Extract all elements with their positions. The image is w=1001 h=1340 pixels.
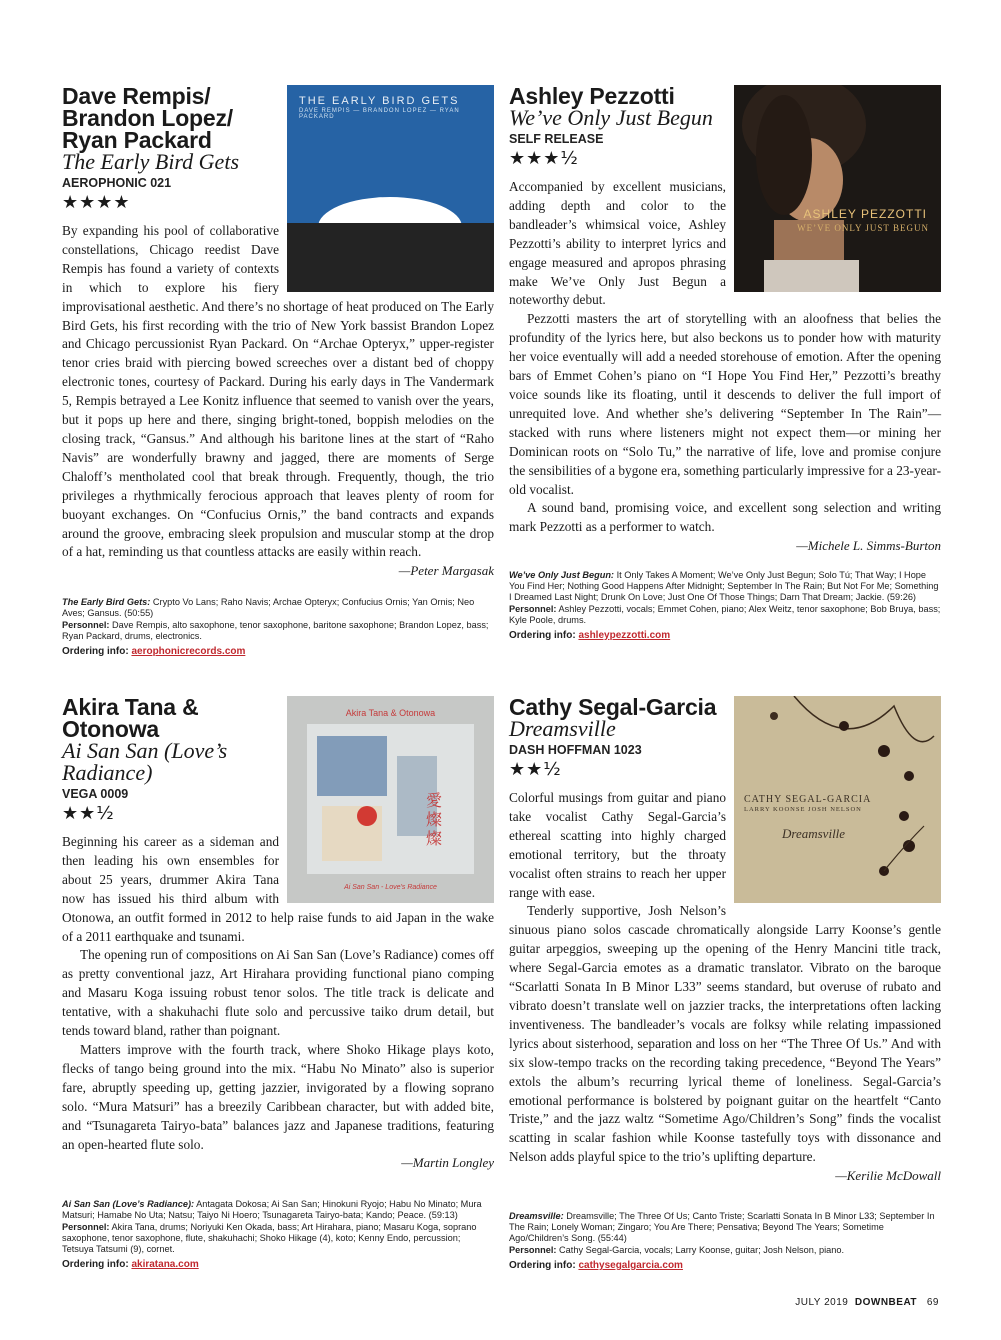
review-paragraph: A sound band, promising voice, and excellent song selection and writing mark Pezzotti as a performer to watch. bbox=[509, 500, 941, 535]
credits-segal-garcia bbox=[509, 1211, 941, 1271]
personnel-list: Ashley Pezzotti, vocals; Emmet Cohen, piano; Alex Weitz, tenor saxophone; Bob Bruya, bass; Kyle Poole, drums. bbox=[509, 604, 941, 625]
credits-tana bbox=[62, 1199, 494, 1270]
cover-subtitle: DAVE REMPIS — BRANDON LOPEZ — RYAN PACKARD bbox=[299, 108, 460, 120]
cover-title: CATHY SEGAL-GARCIA bbox=[744, 794, 872, 805]
ordering-label: Ordering info: bbox=[509, 630, 576, 641]
ordering-link[interactable]: akiratana.com bbox=[131, 1259, 199, 1270]
reviewer-signature: —Peter Margasak bbox=[398, 563, 494, 579]
artist-name: Ashley Pezzotti bbox=[509, 83, 675, 109]
cover-title: ASHLEY PEZZOTTI bbox=[803, 207, 927, 221]
review-paragraph: Tenderly supportive, Josh Nelson’s sinuous piano solos cascade chromatically alongside Larry Koonse’s gentle guitar arpeggios, sweeping up the opening of the Henry Mancini title track, where Segal-Garcia emotes as a dramatic translator. Vibrato on the baroque “Scarlatti Sonata In B Minor L33” seems standard, but overuse of rubato and vibrato doesn’t translate well on jazzier tracks, the interpretations often lacking inventiveness. The bandleader’s vocals are folksy while relating impassioned lyrics about sisterhood, separation and loss on her “The Three Of Us.” And with six slow-tempo tracks on the recording taking precedence, “Beyond The Years” extols the album’s recurring lyrical theme of loneliness. Segal-Garcia’s emotional performance is bolstered by poignant guitar on the heartfelt “Canto Triste,” and the jazz waltz “Sometime Ago/Children’s Song” finds the vocalist scatting in scalar fashion while Koonse tastefully toys with dissonance and Nelson adds playful spice to the trio’s uplifting departure. bbox=[509, 903, 941, 1165]
record-label: AEROPHONIC 021 bbox=[62, 176, 172, 190]
cover-art-graphic bbox=[287, 696, 494, 903]
ordering-link[interactable]: aerophonicrecords.com bbox=[131, 646, 246, 657]
ordering-label: Ordering info: bbox=[509, 1260, 576, 1271]
cover-subtitle: WE’VE ONLY JUST BEGUN bbox=[797, 223, 929, 233]
cover-subtitle: Ai San San - Love’s Radiance bbox=[344, 884, 437, 891]
album-cover-ai-san-san bbox=[287, 696, 494, 903]
issue-date: JULY 2019 bbox=[795, 1297, 849, 1308]
star-rating: ★★★½ bbox=[509, 148, 579, 169]
review-rempis bbox=[62, 85, 494, 581]
cover-kanji: 愛燦燦 bbox=[426, 791, 443, 848]
artist-name: Akira Tana & Otonowa bbox=[62, 694, 199, 742]
album-title: Ai San San (Love’s Radiance) bbox=[62, 738, 228, 785]
artist-name: Cathy Segal-Garcia bbox=[509, 694, 717, 720]
track-list: It Only Takes A Moment; We’ve Only Just Begun; Solo Tú; That Way; I Hope You Find Her; Nothing Good Happens After Midnight; September In The Rain; But Not For Me; Something I Dreamed Last Night; Drunk On Love; Just One Of Those Things; Darn That Dream; Jackie. (59:26) bbox=[509, 570, 939, 602]
review-tana bbox=[62, 696, 494, 1173]
star-rating: ★★★★ bbox=[62, 192, 131, 213]
personnel-label: Personnel: bbox=[62, 620, 110, 630]
review-paragraph: The opening run of compositions on Ai San San (Love’s Radiance) comes off as pretty conventional jazz, Art Hirahara providing functional piano comping and Masaru Koga issuing robust tenor solos. The title track is delicate and tentative, with a shakuhachi flute solo and percussive taiko drum detail, but tends toward bland, rather than poignant. bbox=[62, 947, 494, 1039]
album-cover-early-bird-gets bbox=[287, 85, 494, 292]
review-paragraph: Colorful musings from guitar and piano take vocalist Cathy Segal-Garcia’s ethereal scatting into highly charged emotional territory, but the throaty vocalist often strains to reach her upper range with ease. bbox=[509, 790, 726, 900]
record-label: DASH HOFFMAN 1023 bbox=[509, 743, 642, 757]
album-title: The Early Bird Gets bbox=[62, 149, 239, 174]
credits-rempis bbox=[62, 597, 494, 657]
tracks-title: Ai San San (Love’s Radiance): bbox=[62, 1199, 195, 1209]
album-cover-dreamsville bbox=[734, 696, 941, 903]
personnel-label: Personnel: bbox=[62, 1222, 110, 1232]
review-paragraph: By expanding his pool of collaborative constellations, Chicago reedist Dave Rempis has found a variety of contexts in which to explore his fiery improvisational aesthetic. And there’s no shortage of heat produced on The Early Bird Gets, his first recording with the trio of New York bassist Brandon Lopez and Chicago percussionist Ryan Packard. On “Archae Opteryx,” upper-register tenor cries braid with piercing bowed screeches over a distant bed of choppy electronic tones, courtesy of Packard. During his early days in The Vandermark 5, Rempis betrayed a Lee Konitz influence that seemed to vanish over the years, but it pops up here and there, singing bright-toned, boppish melodies on the closing track, “Gansus.” And although his baritone lines at the start of “Raho Navis” are wonderfully brawny and jagged, there are moments of Serge Chaloff’s mentholated cool that break through. Frequently, though, the trio privileges a rhythmically ferocious approach that leaves plenty of room for buoyant exchanges. On “Confucius Ornis,” the band contracts and expands around the groove, embracing sleek propulsion and muscular stomp at the drop of a hat, reminding us that countless attacks are easily within reach. bbox=[62, 223, 494, 560]
cover-title: Akira Tana & Otonowa bbox=[345, 708, 436, 718]
reviewer-signature: —Martin Longley bbox=[401, 1155, 494, 1171]
record-label: VEGA 0009 bbox=[62, 787, 129, 801]
personnel-list: Cathy Segal-Garcia, vocals; Larry Koonse, guitar; Josh Nelson, piano. bbox=[559, 1245, 845, 1255]
magazine-name: DOWNBEAT bbox=[854, 1297, 918, 1308]
credits-pezzotti bbox=[509, 570, 941, 641]
ordering-label: Ordering info: bbox=[62, 646, 129, 657]
review-paragraph: Matters improve with the fourth track, where Shoko Hikage plays koto, flecks of tango being ground into the mix. “Habu No Minato” also is superior fare, abruptly speeding up, getting jazzier, invigorated by a flowing soprano solo. “Mura Matsuri” has a breezily Caribbean character, but with added bite, and “Tsunagareta Tairyo-bata” balances jazz and Japanese traditions, featuring an open-hearted flute solo. bbox=[62, 1041, 494, 1152]
star-rating: ★★½ bbox=[62, 803, 115, 824]
album-title: Dreamsville bbox=[509, 716, 616, 741]
personnel-list: Akira Tana, drums; Noriyuki Ken Okada, bass; Art Hirahara, piano; Masaru Koga, soprano saxophone, tenor saxophone, flute, shakuhachi; Shoko Hikage (4), koto; Kenny Endo, percussion; Tetsuya Tatsumi (9), cornet. bbox=[62, 1222, 477, 1254]
review-paragraph: Accompanied by excellent musicians, adding depth and color to the bandleader’s whimsical voice, Ashley Pezzotti’s ability to interpret lyrics and engage measured and apropos phrasing make We’ve Only Just Begun a noteworthy debut. bbox=[509, 179, 726, 308]
album-cover-weve-only-just-begun bbox=[734, 85, 941, 292]
review-paragraph: Beginning his career as a sideman and then leading his own ensembles for about 25 years, drummer Akira Tana now has issued his third album with Otonowa, an outfit formed in 2012 to help raise funds to aid Japan in the wake of a 2011 earthquake and tsunami. bbox=[62, 834, 494, 944]
reviewer-signature: —Michele L. Simms-Burton bbox=[796, 538, 941, 554]
reviewer-signature: —Kerilie McDowall bbox=[835, 1168, 941, 1184]
tracks-title: The Early Bird Gets: bbox=[62, 597, 151, 607]
page-footer bbox=[795, 1297, 939, 1308]
star-rating: ★★½ bbox=[509, 759, 562, 780]
review-pezzotti bbox=[509, 85, 941, 556]
artist-name: Dave Rempis/ Brandon Lopez/ Ryan Packard bbox=[62, 83, 233, 153]
personnel-list: Dave Rempis, alto saxophone, tenor saxophone, baritone saxophone; Brandon Lopez, bass; Ryan Packard, drums, electronics. bbox=[62, 620, 489, 641]
cover-title: THE EARLY BIRD GETS bbox=[299, 95, 460, 107]
record-label: SELF RELEASE bbox=[509, 132, 604, 146]
page-number: 69 bbox=[926, 1297, 939, 1308]
album-title: We’ve Only Just Begun bbox=[509, 105, 713, 130]
track-list: Antagata Dokosa; Ai San San; Hinokuni Ryojo; Habu No Minato; Mura Matsuri; Hamabe No Uta; Natsu; Taiyo Ni Hoero; Tsunagareta Tairyo-bata; Kando; Peace. (59:13) bbox=[62, 1199, 482, 1220]
cover-script-title: Dreamsville bbox=[782, 826, 846, 841]
tracks-title: We’ve Only Just Begun: bbox=[509, 570, 614, 580]
personnel-label: Personnel: bbox=[509, 604, 557, 614]
cover-art-graphic bbox=[734, 85, 941, 292]
ordering-link[interactable]: cathysegalgarcia.com bbox=[578, 1260, 683, 1271]
ordering-link[interactable]: ashleypezzotti.com bbox=[578, 630, 671, 641]
personnel-label: Personnel: bbox=[509, 1245, 557, 1255]
ordering-label: Ordering info: bbox=[62, 1259, 129, 1270]
cover-subtitle: LARRY KOONSE JOSH NELSON bbox=[744, 806, 862, 813]
track-list: Crypto Vo Lans; Raho Navis; Archae Opteryx; Confucius Ornis; Yan Ornis; Neo Aves; Gansus. (50:55) bbox=[62, 597, 475, 618]
tracks-title: Dreamsville: bbox=[509, 1211, 564, 1221]
review-paragraph: Pezzotti masters the art of storytelling with an aloofness that belies the profundity of the lyrics here, but also beckons us to ponder how with maturity her voice eventually will add a needed storehouse of emotion. After the opening bars of Emmet Cohen’s piano on “I Hope You Find Her,” Pezzotti’s breathy voice sounds like its floating, until it descends to deliver the full import of unrequited love. And whether she’s delivering “September In The Rain”—stacked with runs where listeners might not expect them—or mining her Dominican roots on “Solo Tu,” the narrative of life, love and promise conjure the sensibilities of a bygone era, something particularly impressive for a 23-year-old vocalist. bbox=[509, 311, 941, 497]
track-list: Dreamsville; The Three Of Us; Canto Triste; Scarlatti Sonata In B Minor L33; September In The Rain; Lonely Woman; Zingaro; You Are There; Pensativa; Beyond The Years; Sometime Ago/Children’s Song. (55:44) bbox=[509, 1211, 935, 1243]
review-segal-garcia bbox=[509, 696, 941, 1186]
